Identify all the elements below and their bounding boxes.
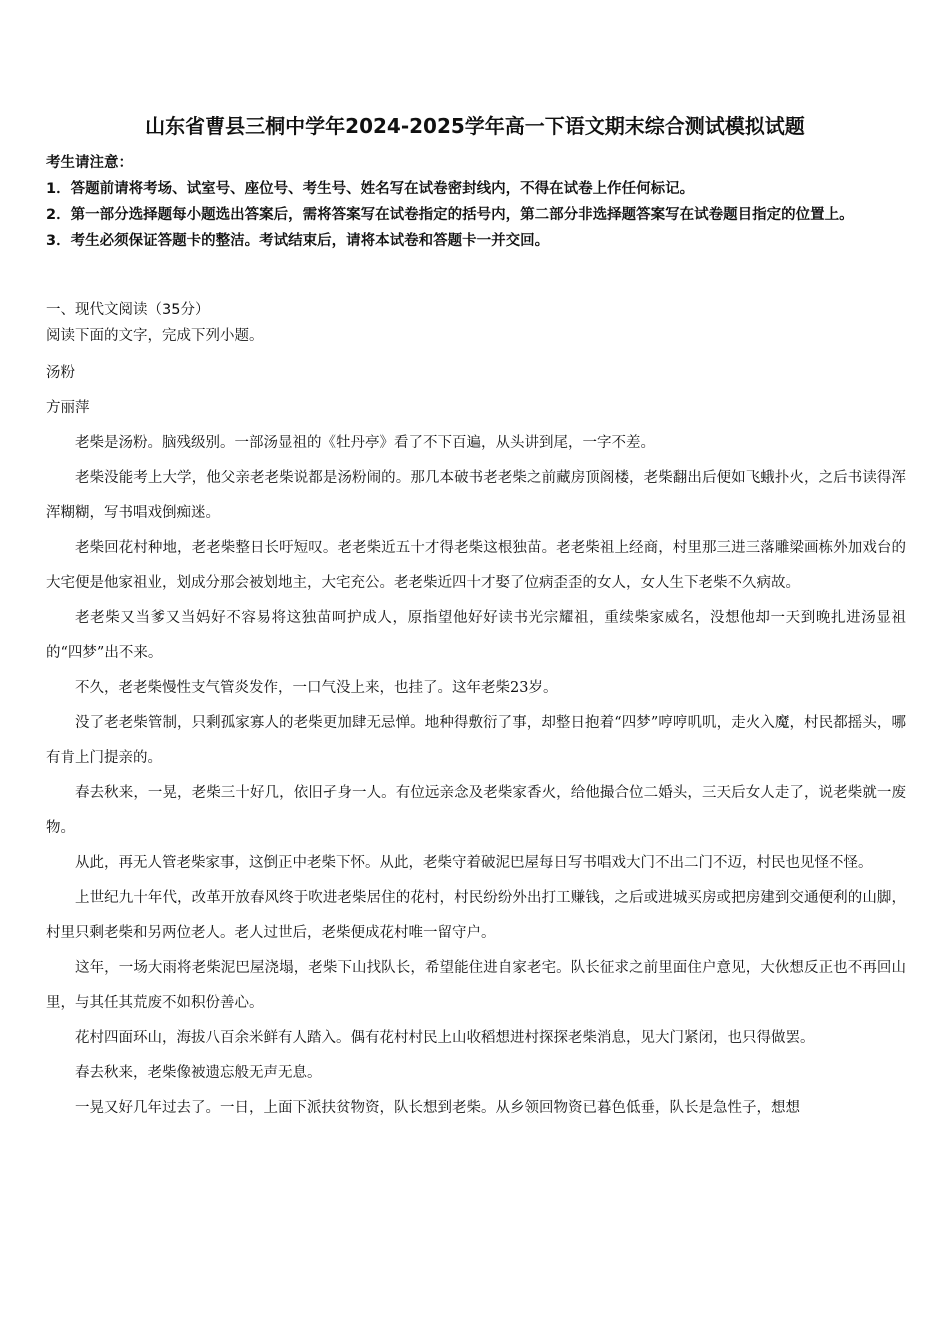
article-paragraph: 春去秋来，一晃，老柴三十好几，依旧孑身一人。有位远亲念及老柴家香火，给他撮合位二婚头，三天后女人走了，说老柴就一废物。 bbox=[46, 785, 906, 836]
reading-article bbox=[46, 356, 906, 1126]
article-paragraph: 老柴是汤粉。脑残级别。一部汤显祖的《牡丹亭》看了不下百遍，从头讲到尾，一字不差。 bbox=[75, 435, 655, 451]
notice-heading: 考生请注意： bbox=[46, 155, 133, 171]
article-paragraph: 没了老老柴管制，只剩孤家寡人的老柴更加肆无忌惮。地种得敷衍了事，却整日抱着“四梦”哼哼叽叽，走火入魔，村民都摇头，哪有肯上门提亲的。 bbox=[46, 715, 906, 766]
exam-title: 山东省曹县三桐中学年2024-2025学年高一下语文期末综合测试模拟试题 bbox=[145, 114, 805, 138]
exam-notice bbox=[46, 150, 906, 254]
article-paragraph: 从此，再无人管老柴家事，这倒正中老柴下怀。从此，老柴守着破泥巴屋每日写书唱戏大门不出二门不迈，村民也见怪不怪。 bbox=[75, 855, 873, 871]
section-header bbox=[46, 297, 906, 349]
article-paragraph: 不久，老老柴慢性支气管炎发作，一口气没上来，也挂了。这年老柴23岁。 bbox=[75, 680, 558, 696]
article-paragraph: 花村四面环山，海拔八百余米鲜有人踏入。偶有花村村民上山收稻想进村探探老柴消息，见大门紧闭，也只得做罢。 bbox=[75, 1030, 815, 1046]
notice-item-1: 1．答题前请将考场、试室号、座位号、考生号、姓名写在试卷密封线内，不得在试卷上作任何标记。 bbox=[46, 181, 695, 197]
article-author: 方丽萍 bbox=[46, 400, 90, 416]
article-paragraph: 上世纪九十年代，改革开放春风终于吹进老柴居住的花村，村民纷纷外出打工赚钱，之后或进城买房或把房建到交通便利的山脚，村里只剩老柴和另两位老人。老人过世后，老柴便成花村唯一留守户。 bbox=[46, 890, 906, 941]
section-heading: 一、现代文阅读（35分） bbox=[46, 302, 210, 318]
article-paragraph: 这年，一场大雨将老柴泥巴屋浇塌，老柴下山找队长，希望能住进自家老宅。队长征求之前里面住户意见，大伙想反正也不再回山里，与其任其荒废不如积份善心。 bbox=[46, 960, 906, 1011]
article-paragraph: 老柴回花村种地，老老柴整日长吁短叹。老老柴近五十才得老柴这根独苗。老老柴祖上经商，村里那三进三落雕梁画栋外加戏台的大宅便是他家祖业，划成分那会被划地主，大宅充公。老老柴近四十才娶了位病歪歪的女人，女人生下老柴不久病故。 bbox=[46, 540, 906, 591]
article-title: 汤粉 bbox=[46, 365, 75, 381]
article-paragraph: 春去秋来，老柴像被遗忘般无声无息。 bbox=[75, 1065, 322, 1081]
section-instruction: 阅读下面的文字，完成下列小题。 bbox=[46, 328, 264, 344]
notice-item-3: 3．考生必须保证答题卡的整洁。考试结束后，请将本试卷和答题卡一并交回。 bbox=[46, 233, 550, 249]
notice-item-2: 2．第一部分选择题每小题选出答案后，需将答案写在试卷指定的括号内，第二部分非选择题答案写在试卷题目指定的位置上。 bbox=[46, 207, 854, 223]
article-paragraph: 老老柴又当爹又当妈好不容易将这独苗呵护成人，原指望他好好读书光宗耀祖，重续柴家威名，没想他却一天到晚扎进汤显祖的“四梦”出不来。 bbox=[46, 610, 906, 661]
article-paragraph: 老柴没能考上大学，他父亲老老柴说都是汤粉闹的。那几本破书老老柴之前藏房顶阁楼，老柴翻出后便如飞蛾扑火，之后书读得浑浑糊糊，写书唱戏倒痴迷。 bbox=[46, 470, 906, 521]
article-paragraph: 一晃又好几年过去了。一日，上面下派扶贫物资，队长想到老柴。从乡领回物资已暮色低垂，队长是急性子，想想 bbox=[75, 1100, 800, 1116]
